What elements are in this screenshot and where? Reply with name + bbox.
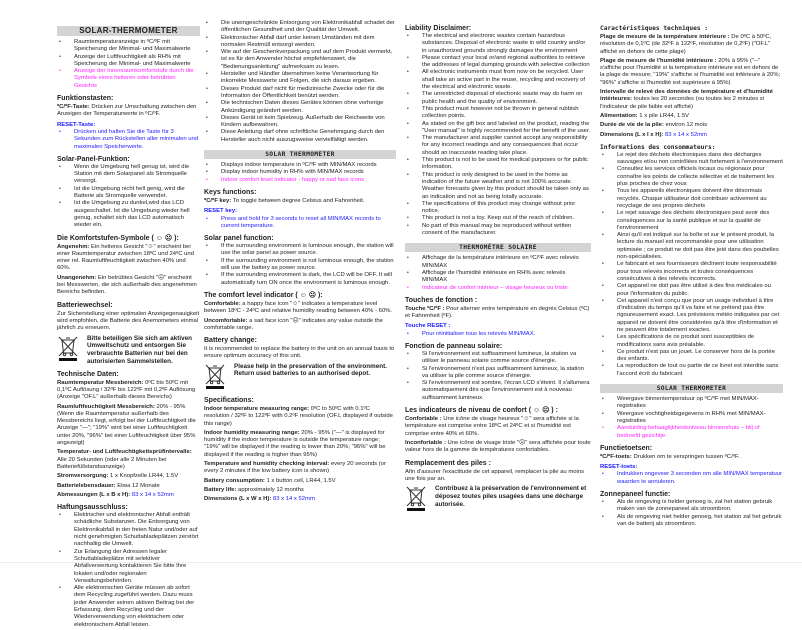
body-text: a happy face icon "☺" indicates a temperature level between 18ºC - 24ºC and relative humidity reading between 40% - 60%. <box>204 300 393 315</box>
recycling-notice <box>405 485 591 514</box>
paragraph <box>204 406 396 428</box>
list-item: • All electronic instruments must from now on be recycled. User shall take an active part in the reuse, recycling and recovery of the electrical and electronic waste. <box>405 69 591 91</box>
paragraph <box>405 469 591 484</box>
section-heading: Functietoetsen: <box>600 444 653 452</box>
paragraph <box>204 461 396 476</box>
body-text: To toggle between degree Celsius and Fahrenheit. <box>232 197 365 204</box>
list-item: • Display indoor humidity in RH% with MIN/MAX records <box>204 169 396 176</box>
bullet-list <box>204 216 396 231</box>
column-german <box>57 20 200 630</box>
paragraph <box>57 275 200 297</box>
section-heading: The comfort level indicator ( ☺ ☹ ): <box>204 291 323 299</box>
body-text: toutes les 20 secondes (ou toutes les 2 minutes si l'indicateur de pile faible est affiché) <box>600 96 765 110</box>
list-item: • The specifications of this product may change without prior notice. <box>405 201 591 216</box>
label-text: Indoor humidity measuring range: <box>204 429 300 436</box>
paragraph <box>57 483 200 490</box>
label-text: Durée de vie de la pile: <box>600 122 664 129</box>
paragraph <box>600 113 783 120</box>
recycling-notice <box>204 363 396 392</box>
list-item: • Affichage de la température intérieure en ºC/ºF avec relevés MIN/MAX <box>405 255 591 270</box>
section-heading: Les indicateurs de niveau de confort ( ☺ ☹ ) : <box>405 407 558 415</box>
list-item: • Pour réinitialiser tous les relevés MIN/MAX. <box>405 331 591 338</box>
list-item: • Ist die Umgebung nicht hell genig, wird die Batterie als Stromquelle verwendet. <box>57 186 200 201</box>
paragraph <box>204 318 396 333</box>
paragraph <box>57 311 200 333</box>
label-text: Comfortable: <box>204 300 243 307</box>
list-item: • Ce produit n'est pas un jouet. Le conserver hors de la portée des enfants. <box>600 349 783 364</box>
section-heading: Funktionstasten: <box>57 95 114 103</box>
paragraph <box>600 132 783 139</box>
section-heading: Batteriewechsel: <box>57 301 113 309</box>
list-item: • Als de omgeving niet helder genoeg, het station zal het gebruik van de batterij als stroombron. <box>600 514 783 529</box>
section-heading: Solar-Panel-Funktion: <box>57 155 130 163</box>
section-banner: SOLAR THERMOMETER <box>600 384 783 393</box>
paragraph <box>600 122 783 129</box>
column-english-french <box>405 20 591 517</box>
section-heading: Remplacement des piles : <box>405 459 491 467</box>
list-item: • No part of this manual may be reproduced without written consent of the manufacturer. <box>405 223 591 238</box>
recycling-text: Please help in the preservation of the environment. Return used batteries to an authorised depot. <box>234 362 387 378</box>
bullet-list <box>405 331 591 338</box>
body-text: approximately 12 months <box>236 486 304 493</box>
label-text: Abmessungen (L x B x H): <box>57 491 132 498</box>
section-heading: Zonnepaneel functie: <box>600 491 671 499</box>
bullet-list <box>57 512 200 629</box>
list-item: • Als de omgeving is helder genoeg is, zal het station gebruik maken van de zonnepaneel als stroombron. <box>600 499 783 514</box>
paragraph <box>600 454 783 461</box>
paragraph <box>204 198 396 205</box>
body-text: Alle 20 Sekunden (oder alle 2 Minuten bei Batteriefüllstandsanzeige) <box>57 456 167 470</box>
list-item: • Drücken und halten Sie die Taste für 3 Sekunden zum Rückstellen aller minimalen und maximalen Speicherwerte. <box>57 129 200 151</box>
label-text: Plage de mesure de l'humidité intérieure : <box>600 57 717 64</box>
recycling-notice <box>57 335 200 366</box>
label-text: Indoor temperature measuring range: <box>204 405 310 412</box>
paragraph <box>204 478 396 485</box>
list-item: • Dieses Gerät ist kein Spielzeug. Außerhalb der Reichweite von Kindern aufbewahren. <box>204 115 396 130</box>
body-text: De 0ºC à 50ºC, résolution de 0,1ºC (de 32ºF à 122ºF, résolution de 0,2ºF) ("OF.L" affiché en dehors de cette plage) <box>600 34 772 55</box>
paragraph <box>57 492 200 499</box>
section-heading: Haftungsausschluss: <box>57 504 128 512</box>
label-text: Batterielebensdauer: <box>57 482 116 489</box>
body-text: 1 x Knopfzelle LR44, 1.5V <box>108 473 179 480</box>
bullet-list <box>204 162 396 184</box>
list-item: • If the surrounding environment is not luminous enough, the station will use the battery as power source. <box>204 258 396 273</box>
list-item: • Alle elektronischen Geräte müssen ab sofort dem Recycling zugeführt werden. Dazu muss jeder Anwender seinen aktiven Beitrag bei der Erfassung, dem Recycling und der Wiederverwendung von elektrischem oder elektronischem Abfall leisten. <box>57 585 200 629</box>
body-text: every 20 seconds (or every 2 minutes if the low battery icon is shown) <box>204 461 386 475</box>
list-item: • Le rejet des déchets électroniques dans des décharges sauvages et/ou non contrôlées nuit fortement à l'environnement <box>600 152 783 167</box>
label-text: Temperature and humidity checking interval: <box>204 461 330 468</box>
body-text: 20% - 95% ("—" is displayed for humidity if the indoor temperature is outside the temperature range; "19%" will be displayed if the reading is lower than 20%; "96%" will be displayed if the reading is higher than 95%) <box>204 429 386 458</box>
bullet-list <box>57 39 200 90</box>
list-item: • Le rejet sauvage des déchets électroniques peut avoir des conséquences sur la santé publique et sur la qualité de l'environnement <box>600 210 783 232</box>
section-banner: THERMOMÈTRE SOLAIRE <box>405 243 591 252</box>
list-item: • Elektronischer Abfall darf unter keinen Umständen mit dem normalen Restmüll entsorgt werden. <box>204 35 396 50</box>
body-text: Etwa 12 Monate <box>115 482 160 489</box>
section-heading: Solar panel function: <box>204 235 274 243</box>
body-text: 20% à 95% ("--" s'affiche pour l'humidité si la température intérieure est en dehors de la plage de mesure; "19%" s'affiche si l'humidité est inférieure à 20%; "96%" s'affiche si l'humidité est supérieure à 95%) <box>600 57 781 86</box>
list-item: • This product is not to be used for medical purposes or for public information. <box>405 157 591 172</box>
section-heading: Informations des consommateurs: <box>600 143 716 151</box>
label-text: Intervalle de relevé des données de température et d'humidité intérieures: <box>600 89 773 103</box>
list-item: • Ainsi qu'il est indiqué sur la boîte et sur le présent produit, la lecture du manuel est recommandée pour une utilisation optimisée ; ce produit ne doit pas être jeté dans des poubelles non-spécialisées. <box>600 232 783 261</box>
list-item: • Ist die Umgebung zu dunkel,wird das LCD ausgeschaltet. Ist die Umgebung wieder hell genug, schaltet sich das LCD automatisch wieder ein. <box>57 200 200 229</box>
list-item: • This product is only designed to be used in the home as indication of the future weather and is not 100% accurate. Weather forecasts given by this product should be taken only as an indication and not as being totally accurate. <box>405 172 591 201</box>
body-text: Drukken om te verspringen tussen ºC/ºF. <box>633 453 740 460</box>
list-item: • Aanduiding behaaglijkheidsniveau binnenshuis – blij of bedroefd gezichtje. <box>600 425 783 440</box>
highlight-value: 83 x 14 x 52mm <box>272 496 315 503</box>
body-text: a sad face icon "☹" indicates any value outside the comfortable range. <box>204 317 383 331</box>
list-item: • Cet appareil n'est conçu que pour un usage individuel à titre d'indication du temps qu'il va faire et ne prétend pas être rigoureusement exact. Les prévisions météo indiquées par cet appareil ne doivent être considérées qu'à titre d'information et ne peuvent être totalement exactes. <box>600 298 783 334</box>
list-item: • Die technischen Daten dieses Gerätes können ohne vorherige Ankündigung geändert werden. <box>204 100 396 115</box>
section-heading: Liability Disclaimer: <box>405 25 472 32</box>
label-text: Battery consumption: <box>204 477 265 484</box>
body-text: It is recommended to replace the battery in the unit on an annual basis to ensure optimum accuracy of this unit. <box>204 346 395 360</box>
label-text: Unangenehm: <box>57 274 98 281</box>
body-text: Ein betrübtes Gesicht "☹" erscheint bei Messwerten, die sich außerhalb des angenehmen Bereichs befinden. <box>57 274 197 296</box>
list-item: • Displays indoor temperature in ºC/ºF with MIN/MAX records <box>204 162 396 169</box>
body-text: 0ºC to 50ºC with 0.1ºC resolution / 32ºF to 122ºF with 0.2ºF resolution (OF.L displayed if outside this range) <box>204 405 393 427</box>
list-item: • Si l'environnement n'est pas suffisamment lumineux, la station va utiliser la pile comme source d'énergie. <box>405 366 591 381</box>
label-text: Raumluftfeuchtigkeit Messbereich: <box>57 403 155 410</box>
paragraph <box>57 380 200 402</box>
page-divider <box>0 562 802 563</box>
label-text: Touche ºC/ºF : <box>405 305 447 312</box>
label-text: ºC/ºF key: <box>204 197 233 204</box>
paragraph <box>600 34 783 56</box>
bullet-list <box>204 243 396 287</box>
list-item: • Indrukken ongeveer 3 seconden om alle MIN/MAX temperatuur waarden te annuleren. <box>600 471 783 486</box>
body-text: Zur Sicherstellung einer optimalen Anzeigegenauigkeit wird empfohlen, die Batterie des Anemometers einmal jährlich zu erneuern. <box>57 310 200 332</box>
body-text: Afin d'assurer l'exactitude de cet appareil, remplacer la pile au moins une fois par an. <box>405 468 585 482</box>
list-item: • Dieses Produkt darf nicht für medizinische Zwecke oder für die Information der Öffentlichkeit benützt werden. <box>204 86 396 101</box>
paragraph <box>57 449 200 471</box>
recycling-text: Contribuez à la préservation de l'environnement et déposez toutes piles usagées dans une décharge autorisée. <box>435 485 587 508</box>
body-text: 20% - 95% (Wenn die Raumtemperatur außerhalb des Messbereichs liegt, erfolgt bei der Luftfeuchtigkeit die Anzeige "—"; "19%" wird bei einer Luftfeuchtigkeit unter 20%, "96%" bei einer Luftfeuchtigkeit über 95% angezeigt) <box>57 403 196 447</box>
list-item: • The manufacturer and supplier cannot accept any responsibility for any incorrect readings and any consequences that occur should an inaccurate reading take place. <box>405 135 591 157</box>
body-text: Ein heiteres Gesicht "☺" erscheint bei einer Raumtemperatur zwischen 18ºC und 24ºC und einer rel. Raumluftfeuchtigkeit zwischen 40% und 60%. <box>57 243 194 272</box>
list-item: • This product is not a toy. Keep out of the reach of children. <box>405 215 591 222</box>
paragraph <box>405 440 591 455</box>
paragraph <box>57 244 200 273</box>
bullet-list <box>600 152 783 378</box>
label-text: Temperatur- und Luftfeuchtigkeitsprüfintervalle: <box>57 449 192 456</box>
bullet-list <box>405 351 591 402</box>
paragraph <box>57 104 200 119</box>
body-text: 1 x button cell, LR44, 1.5V <box>264 477 336 484</box>
label-text: Confortable : <box>405 416 444 423</box>
list-item: • If the surrounding environment is dark, the LCD will be OFF. It will automatically turn ON once the environment is luminous enough. <box>204 272 396 287</box>
list-item: • Tous les appareils électroniques doivent être désormais recyclés. Chaque utilisateur doit contribuer activement au recyclage de ses propres déchets <box>600 188 783 210</box>
list-item: • Si l'environnement est sombre, l'écran LCD s'éteint. Il s'allumera automatiquement dès que l'environnement est à nouveau suffisamment lumineux. <box>405 380 591 402</box>
list-item: • If the surrounding environment is luminous enough, the station will use the solar panel as power source. <box>204 243 396 258</box>
list-item: • As stated on the gift box and labeled on the product, reading the "User manual" is highly recommended for the benefit of the user. <box>405 121 591 136</box>
section-heading: Keys functions: <box>204 188 257 196</box>
list-item: • This product must however not be thrown in general rubbish collection points. <box>405 106 591 121</box>
label-text: Raumtemperatur Messbereich: <box>57 379 144 386</box>
section-heading: Touches de fonction : <box>405 296 478 304</box>
bullet-list <box>600 471 783 486</box>
list-item: • Press and hold for 3 seconds to reset all MIN/MAX records to current temperature. <box>204 216 396 231</box>
list-item: • Cet appareil ne doit pas être utilisé à des fins médicales ou pour l'information du public. <box>600 283 783 298</box>
section-heading: Specifications: <box>204 396 254 404</box>
section-heading: Caractéristiques techniques : <box>600 25 709 32</box>
paragraph <box>57 473 200 480</box>
bullet-list <box>204 20 396 144</box>
list-item: • The unrestricted disposal of electronic waste may do harm on public health and the quality of environment. <box>405 91 591 106</box>
paragraph <box>600 89 783 111</box>
paragraph <box>57 404 200 448</box>
bullet-list <box>600 396 783 440</box>
list-item: • Diese Anleitung darf ohne schriftliche Genehmigung durch den Hersteller auch nicht auszugsweise vervielfältigt werden. <box>204 129 396 144</box>
label-text: Dimensions (L x l x H): <box>600 131 666 138</box>
list-item: • Anzeige der Innenraumkomfortstufe durch die Symbole eines heiteren oder betrübten Gesichts <box>57 68 200 90</box>
recycling-text: Bitte beteiligen Sie sich am aktiven Umweltschutz und entsorgen Sie verbrauchte Batterien nur bei den autorisierten Sammelstellen. <box>87 334 192 365</box>
section-heading: Die Komfortstufen-Symbole ( ☺ ☹ ): <box>57 234 179 242</box>
label-text: ºC/ºF-toets: <box>600 453 634 460</box>
list-item: • The electrical and electronic wastes contain hazardous substances. Disposal of electronic waste in wild country and/or in unauthorized grounds strongly damages the environment <box>405 33 591 55</box>
column-german-english <box>204 20 396 506</box>
body-text: Une icône de visage triste "☹" sera affichée pour toute valeur hors de la gamme de températures confortables. <box>405 439 591 454</box>
paragraph <box>405 306 591 321</box>
paragraph <box>204 430 396 459</box>
section-heading: Fonction de panneau solaire: <box>405 342 503 350</box>
section-banner: SOLAR THERMOMETER <box>204 150 396 159</box>
label-text: Alimentation: <box>600 112 638 119</box>
list-item: • Indicateur de confort intérieur – visage heureux ou triste <box>405 285 591 292</box>
bullet-list <box>57 129 200 151</box>
list-item: • Zur Erlangung der Adressen legaler Schuttabladeplätze mit selektiver Abfallverwertung kontaktieren Sie bitte Ihre lokalen und/oder regionalen Verwaltungsbehörden. <box>57 549 200 585</box>
label-text: Inconfortable : <box>405 439 448 446</box>
label-text: Battery life: <box>204 486 237 493</box>
label-text: Uncomfortable: <box>204 317 250 324</box>
list-item: • Weergave vochtigheidsgegevens in RH% met MIN/MAX-registraties <box>600 411 783 426</box>
list-item: • Les spécifications de ce produit sont susceptibles de modifications sans avis préalable. <box>600 334 783 349</box>
body-text: Pour alterner entre température en degrés Celsius (ºC) et Fahrenheit (ºF). <box>405 305 590 320</box>
label-text: ºC/ºF-Taste: <box>57 104 92 111</box>
list-item: • Weergave binnentemperatuur op ºC/ºF met MIN/MAX-registraties <box>600 396 783 411</box>
label-text: Angenehm: <box>57 243 92 250</box>
section-banner: SOLAR-THERMOMETER <box>57 26 200 36</box>
key-heading: Touche RESET : <box>405 323 451 330</box>
column-french-dutch <box>600 20 783 529</box>
body-text: environ 12 mois <box>663 122 708 129</box>
list-item: • Please contact your local or/and regional authorities to retrieve the addresses of legal dumping grounds with selective collection <box>405 55 591 70</box>
highlight-value: 83 x 14 x 52mm <box>665 131 707 138</box>
crossed-bin-icon <box>204 363 226 392</box>
bullet-list <box>57 164 200 230</box>
list-item: • Affichage de l'humidité intérieure en RH% avec relevés MIN/MAX <box>405 270 591 285</box>
body-text: 1 x pile LR44, 1.5V <box>637 112 690 119</box>
list-item: • Le fabricant et ses fournisseurs déclinent toute responsabilité pour tous relevés incorrects et toutes conséquences consécutives à des relevés incorrects. <box>600 261 783 283</box>
paragraph <box>204 301 396 316</box>
key-heading: RESET key: <box>204 208 238 215</box>
list-item: • Si l'environnement est suffisamment lumineux, la station va utiliser le panneau solaire comme source d'énergie. <box>405 351 591 366</box>
section-heading: Battery change: <box>204 337 257 345</box>
crossed-bin-icon <box>405 485 427 514</box>
list-item: • Hersteller und Händler übernehmen keine Verantwortung für inkorrekte Messwerte und Folgen, die sich daraus ergeben. <box>204 71 396 86</box>
list-item: • Anzeige der Luftfeuchtigkeit als RH% mit Speicherung der Minimal- und Maximalwerte <box>57 54 200 69</box>
label-text: Plage de mesure de la température intérieure : <box>600 34 730 40</box>
bullet-list <box>405 33 591 237</box>
bullet-list <box>600 499 783 528</box>
key-heading: RESET-toets: <box>600 464 638 471</box>
list-item: • Wie auf der Geschenkverpackung und auf dem Produkt vermerkt, ist es für den Anwender höchst empfehlenswert, die "Bedienungsanleitung" aufmerksam zu lesen. <box>204 49 396 71</box>
list-item: • La reproduction de tout ou partie de ce livret est interdite sans l'accord écrit du fabricant <box>600 363 783 378</box>
list-item: • Die uneingeschränkte Entsorgung von Elektronikabfall schadet der öffentlichen Gesundheit und der Qualität der Umwelt. <box>204 20 396 35</box>
list-item: • Wenn die Umgebung hell genug ist, wird die Station mit dem Solarpanel als Stromquelle versorgt. <box>57 164 200 186</box>
paragraph <box>600 58 783 87</box>
highlight-value: 83 x 14 x 52mm <box>131 491 174 498</box>
bullet-list <box>405 255 591 291</box>
label-text: Dimensions (L x W x H): <box>204 496 273 503</box>
list-item: • Indoor comfort level indicator - happy or sad face icons <box>204 177 396 184</box>
paragraph <box>405 416 591 438</box>
body-text: 0ºC bis 50ºC mit 0,1ºC Auflösung / 32ºF bis 122ºF mit 0,2ºF Auflösung (Anzeige "OF.L" außerhalb dieses Bereichs) <box>57 379 196 401</box>
paragraph <box>204 346 396 361</box>
paragraph <box>204 496 396 503</box>
list-item: • Raumtemperaturanzeige in ºC/ºF mit Speicherung der Minimal- und Maximalwerte <box>57 39 200 54</box>
list-item: • Consultez les services officiels locaux ou régionaux pour connaître les points de collecte sélective et de traitement les plus proches de chez vous <box>600 166 783 188</box>
paragraph <box>204 487 396 494</box>
label-text: Stromversorgung: <box>57 473 109 480</box>
body-text: Une icône de visage heureux "☺" sera affichée si la température est comprise entre 18ºC et 24ºC et si l'humidité est comprise entre 40% et 60%. <box>405 416 579 437</box>
body-text: Drücken zur Umschaltung zwischen den Anzeigen der Temperaturwerte in ºC/ºF. <box>57 104 197 118</box>
section-heading: Technische Daten: <box>57 370 119 378</box>
crossed-bin-icon <box>57 335 79 364</box>
key-heading: RESET-Taste: <box>57 121 96 128</box>
list-item: • Elektrischer und elektronischer Abfall enthält schädliche Substanzen. Die Entsorgung von Elektronikabfall in der freien Natur und/oder auf nicht genehmigten Schuttabladeplätzen zerstört nachhaltig die Umwelt. <box>57 512 200 548</box>
